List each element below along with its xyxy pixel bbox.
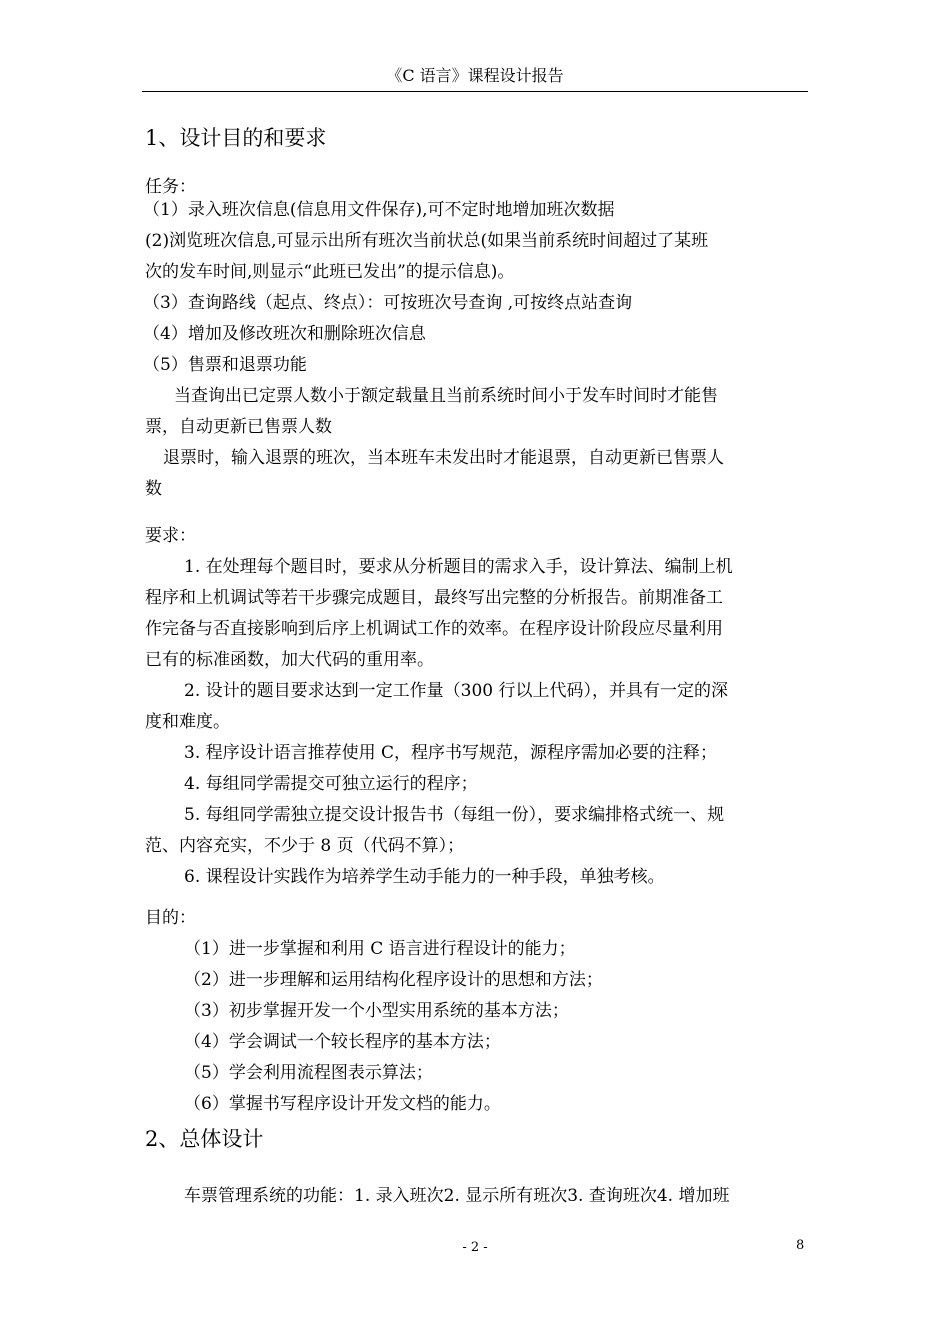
task-line: 当查询出已定票人数小于额定载量且当前系统时间小于发车时间时才能售 — [174, 386, 718, 406]
requirement-line: 范、内容充实，不少于 8 页（代码不算）； — [145, 836, 465, 856]
task-line: （3）查询路线（起点、终点）：可按班次号查询 ,可按终点站查询 — [143, 293, 633, 313]
goals-label: 目的： — [145, 908, 196, 928]
requirement-line: 度和难度。 — [145, 712, 230, 732]
requirement-line: 4. 每组同学需提交可独立运行的程序； — [184, 774, 478, 794]
requirement-line: 5. 每组同学需独立提交设计报告书（每组一份），要求编排格式统一、规 — [184, 805, 725, 825]
goal-line: （3）初步掌握开发一个小型实用系统的基本方法； — [184, 1001, 569, 1021]
goal-line: （6）掌握书写程序设计开发文档的能力。 — [184, 1094, 501, 1114]
page-header: 《C 语言》课程设计报告 — [386, 66, 564, 85]
requirement-line: 作完备与否直接影响到后序上机调试工作的效率。在程序设计阶段应尽量利用 — [145, 619, 723, 639]
task-line: （4）增加及修改班次和删除班次信息 — [143, 324, 426, 344]
goal-line: （5）学会利用流程图表示算法； — [184, 1063, 433, 1083]
task-line: 次的发车时间,则显示“此班已发出”的提示信息)。 — [145, 262, 515, 282]
requirement-line: 1. 在处理每个题目时，要求从分析题目的需求入手，设计算法、编制上机 — [184, 557, 733, 577]
task-line: （1）录入班次信息(信息用文件保存),可不定时地增加班次数据 — [143, 200, 615, 220]
task-line: (2)浏览班次信息,可显示出所有班次当前状总(如果当前系统时间超过了某班 — [145, 231, 709, 251]
total-pages: 8 — [796, 1238, 805, 1253]
goal-line: （4）学会调试一个较长程序的基本方法； — [184, 1032, 501, 1052]
task-line: 数 — [145, 479, 162, 499]
requirement-line: 已有的标准函数，加大代码的重用率。 — [145, 650, 434, 670]
goal-line: （1）进一步掌握和利用 C 语言进行程设计的能力； — [184, 939, 576, 959]
requirement-line: 程序和上机调试等若干步骤完成题目，最终写出完整的分析报告。前期准备工 — [145, 588, 723, 608]
task-line: 票，自动更新已售票人数 — [145, 417, 332, 437]
requirements-label: 要求： — [145, 526, 196, 546]
requirement-line: 6. 课程设计实践作为培养学生动手能力的一种手段，单独考核。 — [184, 867, 665, 887]
header-rule — [142, 91, 808, 92]
section-heading-2: 2、总体设计 — [145, 1127, 264, 1151]
requirement-line: 2. 设计的题目要求达到一定工作量（300 行以上代码），并具有一定的深 — [184, 681, 728, 701]
page-number: - 2 - — [462, 1240, 488, 1255]
task-label: 任务： — [145, 177, 196, 197]
requirement-line: 3. 程序设计语言推荐使用 C，程序书写规范，源程序需加必要的注释； — [184, 743, 718, 763]
section2-text: 车票管理系统的功能：1. 录入班次2. 显示所有班次3. 查询班次4. 增加班 — [184, 1186, 730, 1206]
task-line: （5）售票和退票功能 — [143, 355, 307, 375]
goal-line: （2）进一步理解和运用结构化程序设计的思想和方法； — [184, 970, 603, 990]
section-heading-1: 1、设计目的和要求 — [145, 126, 327, 150]
task-line: 退票时，输入退票的班次，当本班车未发出时才能退票，自动更新已售票人 — [163, 448, 724, 468]
